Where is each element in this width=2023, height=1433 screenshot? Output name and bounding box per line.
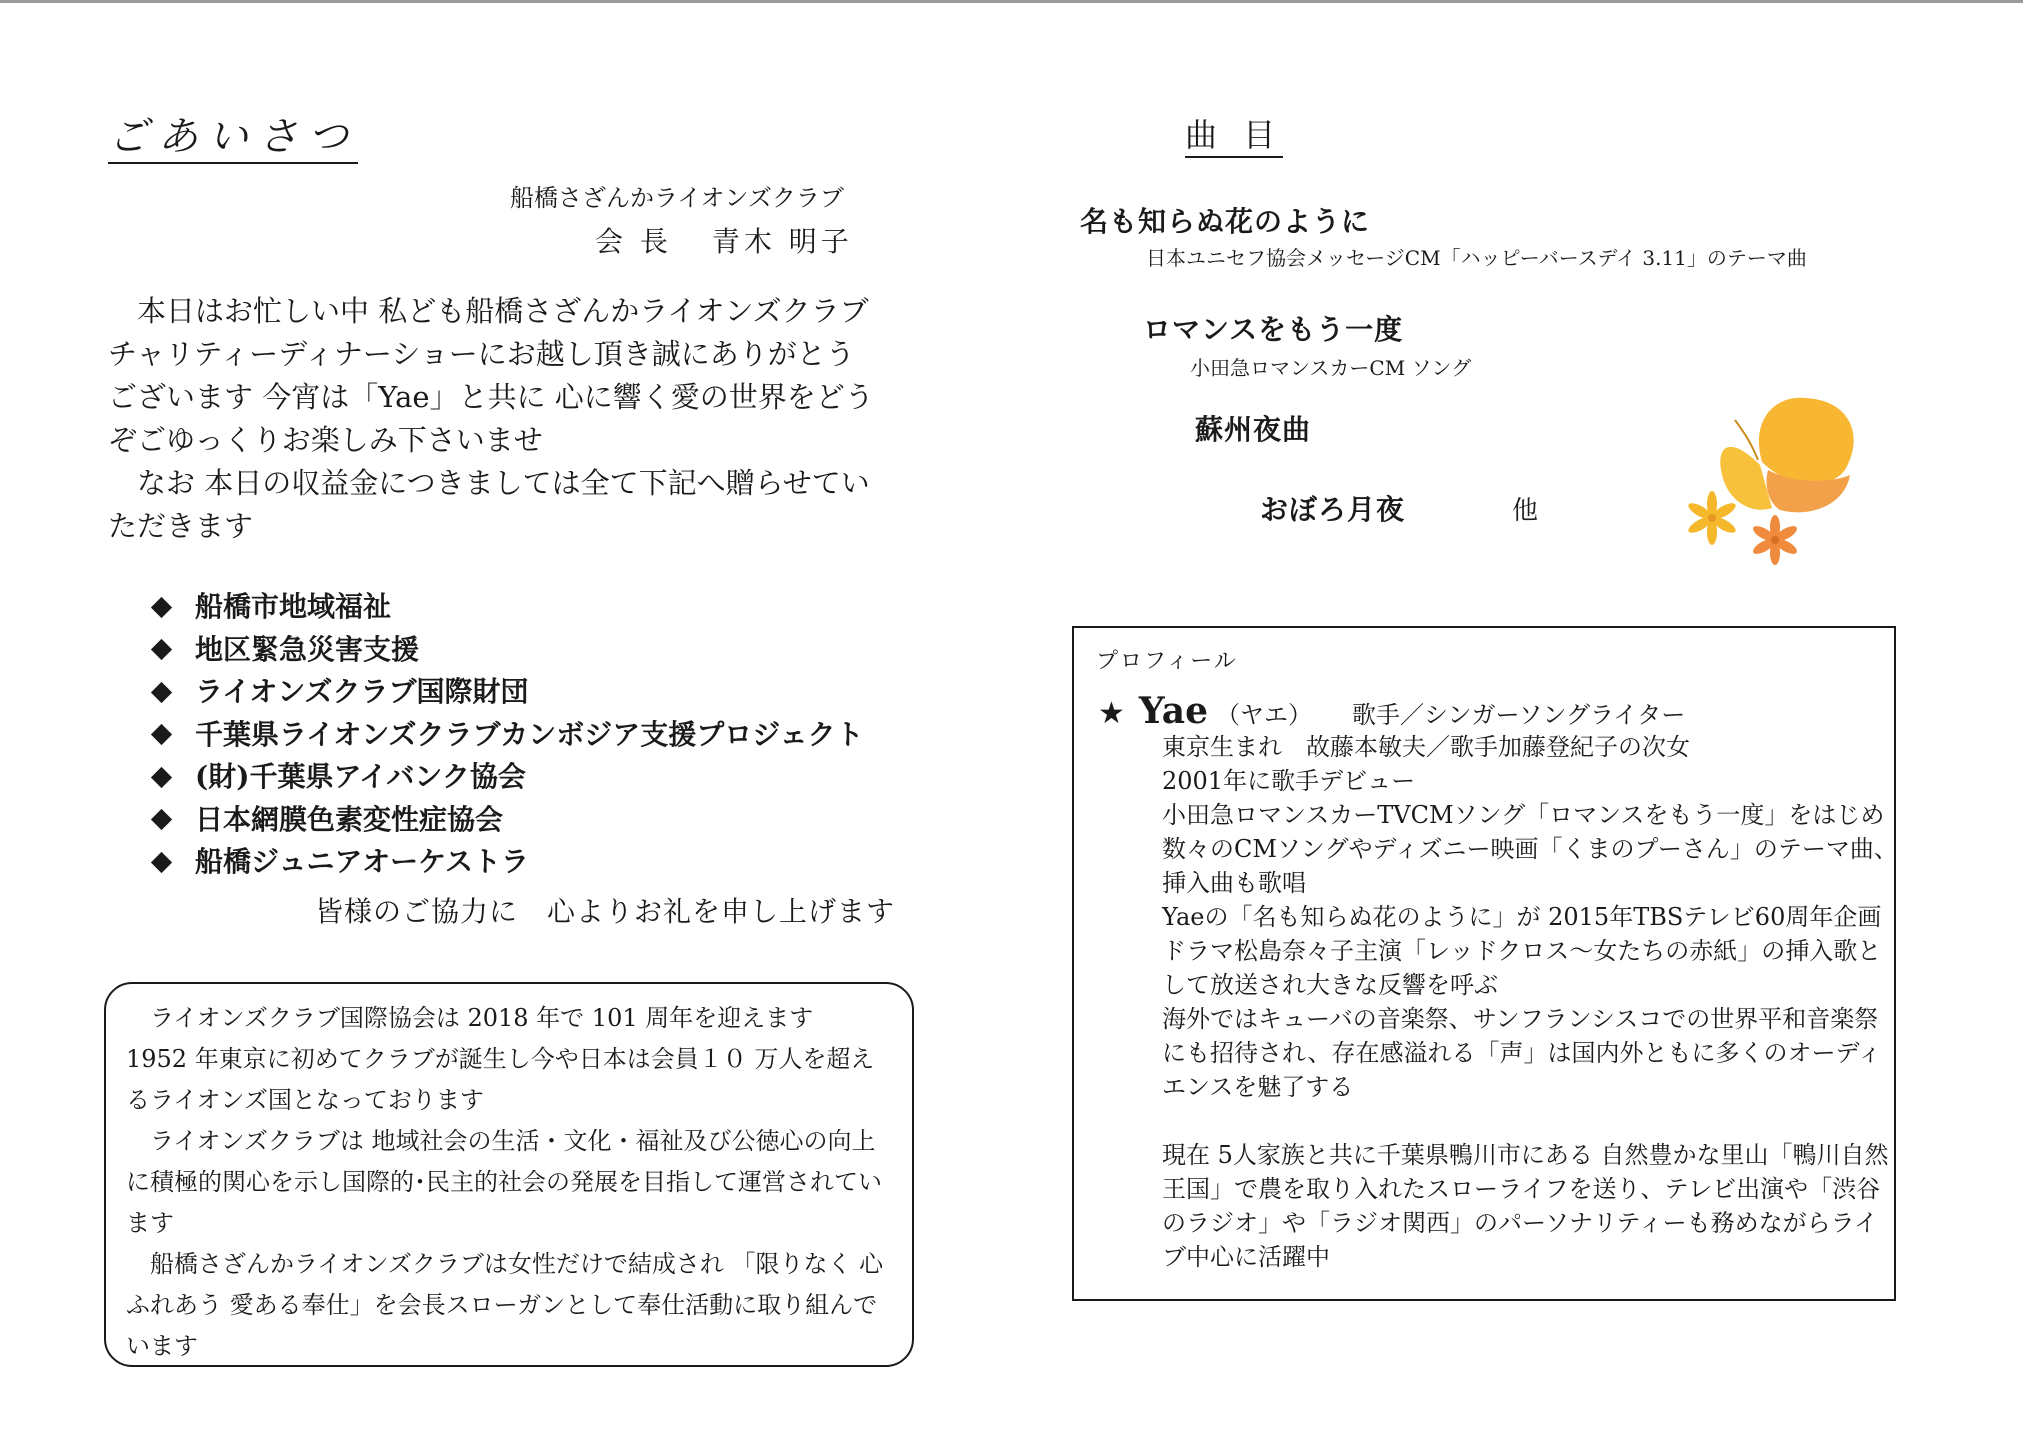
president-title: 会 長 [595,225,672,258]
flower-right [1751,515,1799,565]
diamond-bullet-icon [151,767,172,788]
lions-paragraph-1b: 1952 年東京に初めてクラブが誕生し今や日本は会員１０ 万人を超えるライオンズ国となっております [126,1045,875,1114]
artist-role: 歌手／シンガーソングライター [1352,701,1686,729]
lions-paragraph-2: ライオンズクラブは 地域社会の生活・文化・福祉及び公徳心の向上に積極的関心を示し国際的･民主的社会の発展を目指して運営されています [126,1127,882,1237]
profile-header [1098,690,1685,732]
profile-line: 現在 5人家族と共に千葉県鴨川市にある 自然豊かな里山「鴨川自然王国」で農を取り入れたスローライフを送り、テレビ出演や「渋谷のラジオ」や「ラジオ関西」のパーソナリティーも務めながらライブ中心に活躍中 [1162,1141,1889,1271]
butterfly-flower-icon [1680,390,1875,570]
lions-paragraph-1: ライオンズクラブ国際協会は 2018 年で 101 周年を迎えます [150,1004,814,1032]
diamond-bullet-icon [151,639,172,660]
profile-line: 東京生まれ 故藤本敏夫／歌手加藤登紀子の次女 [1162,733,1690,761]
profile-label: プロフィール [1096,649,1238,674]
song-note-1: 日本ユニセフ協会メッセージCM「ハッピーバースデイ 3.11」のテーマ曲 [1146,246,1807,270]
song-title-4: おぼろ月夜 [1260,493,1406,526]
diamond-bullet-icon [151,809,172,830]
diamond-bullet-icon [151,852,172,873]
list-item: 船橋市地域福祉 [150,586,864,629]
president-name: 青木 明子 [711,225,853,258]
song-title-1: 名も知らぬ花のように [1080,205,1371,238]
profile-line: 小田急ロマンスカーTVCMソング「ロマンスをもう一度」をはじめ数々のCMソングやディズニー映画「くまのプーさん」のテーマ曲、挿入曲も歌唱 [1162,801,1898,897]
list-item: 日本網膜色素変性症協会 [150,799,864,842]
others-label: 他 [1512,496,1539,526]
greeting-title: ごあいさつ [108,112,358,164]
greeting-body [108,290,878,548]
greeting-paragraph-1: 本日はお忙しい中 私ども船橋さざんかライオンズクラブチャリティーディナーショーにお越し頂き誠にありがとうございます 今宵は「Yae」と共に 心に響く愛の世界をどうぞごゆっくりお楽しみ下さいませ [108,294,874,457]
page-top-edge [0,0,2023,3]
flower-left [1686,491,1738,545]
signature-name [595,220,853,260]
signature-organization: 船橋さざんかライオンズクラブ [510,184,844,212]
song-title-3: 蘇州夜曲 [1195,413,1312,446]
greeting-paragraph-2: なお 本日の収益金につきましては全て下記へ贈らせていただきます [108,466,870,543]
profile-line: 2001年に歌手デビュー [1162,767,1416,795]
artist-kana: （ヤエ） [1216,701,1313,729]
song-note-2: 小田急ロマンスカーCM ソング [1190,356,1472,380]
program-title: 曲 目 [1185,114,1283,158]
butterfly-upper-wing [1759,398,1854,484]
list-item: ライオンズクラブ国際財団 [150,671,864,714]
profile-line: 海外ではキューバの音楽祭、サンフランシスコでの世界平和音楽祭にも招待され、存在感溢れる「声」は国内外ともに多くのオーディエンスを魅了する [1162,1005,1882,1101]
profile-body [1162,730,1900,1274]
list-item: 船橋ジュニアオーケストラ [150,841,864,884]
diamond-bullet-icon [151,724,172,745]
thanks-message: 皆様のご協力に 心よりお礼を申し上げます [315,895,896,928]
star-icon: ★ [1098,696,1125,731]
list-item: 地区緊急災害支援 [150,629,864,672]
list-item: 千葉県ライオンズクラブカンボジア支援プロジェクト [150,714,864,757]
artist-name: Yae [1138,690,1209,732]
lions-paragraph-3: 船橋さざんかライオンズクラブは女性だけで結成され 「限りなく 心ふれあう 愛ある奉仕」を会長スローガンとして奉仕活動に取り組んでいます [126,1250,884,1360]
recipient-list [150,586,864,884]
diamond-bullet-icon [151,597,172,618]
song-title-2: ロマンスをもう一度 [1143,313,1404,346]
diamond-bullet-icon [151,682,172,703]
list-item: (財)千葉県アイバンク協会 [150,756,864,799]
lions-info-box [104,982,914,1367]
profile-line: Yaeの「名も知らぬ花のように」が 2015年TBSテレビ60周年企画ドラマ松島奈々子主演「レッドクロス～女たちの赤紙」の挿入歌として放送され大きな反響を呼ぶ [1162,903,1882,999]
